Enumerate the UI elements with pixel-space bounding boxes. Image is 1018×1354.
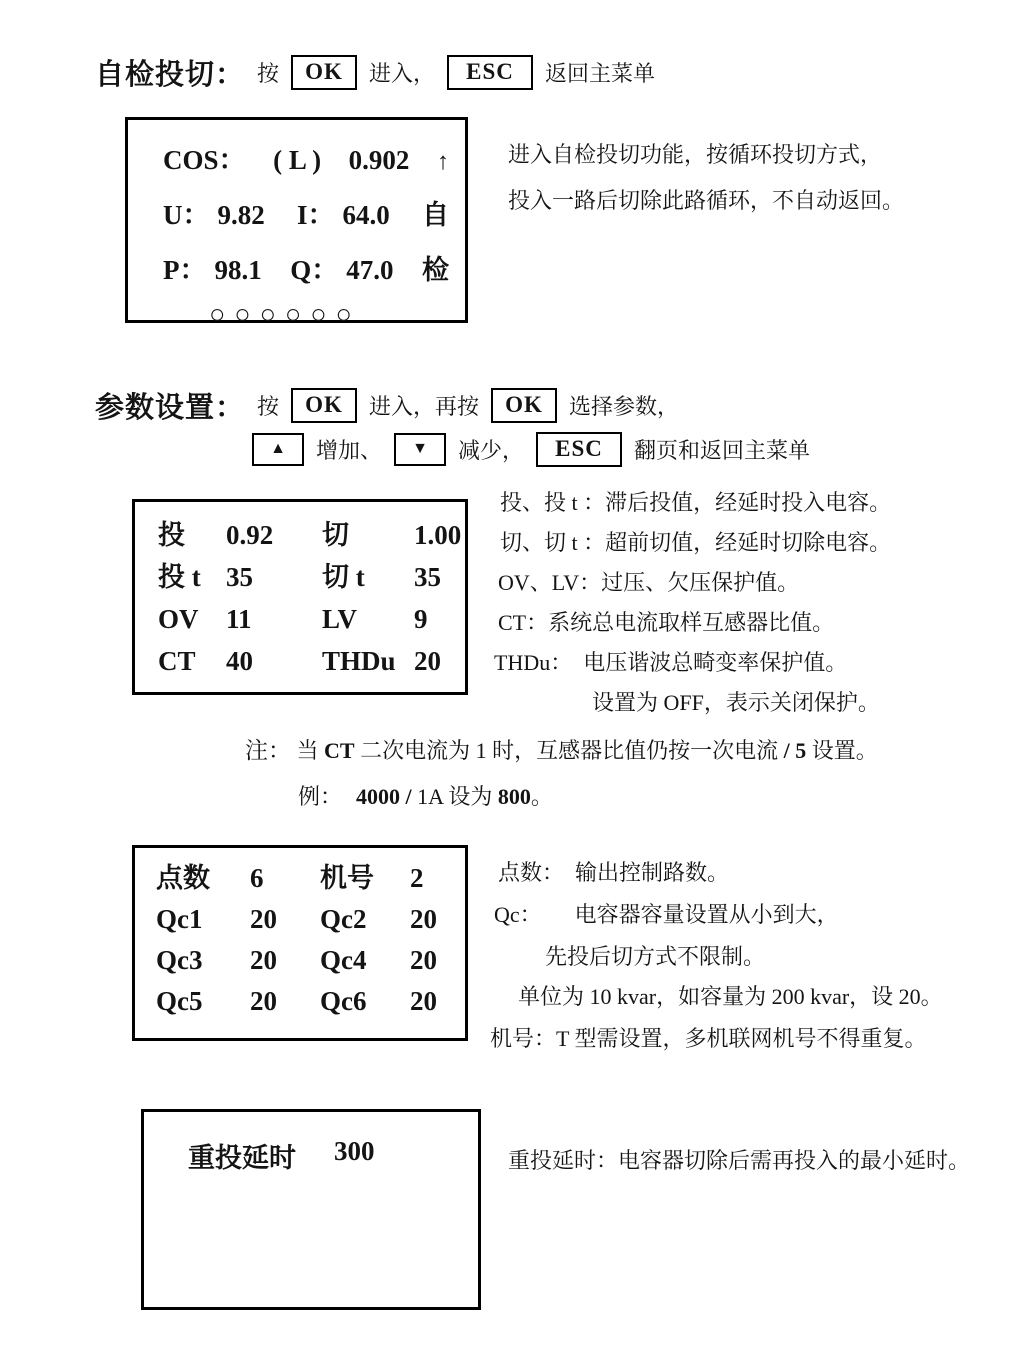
note-label: 注： — [245, 738, 291, 763]
param-desc-text: 设置为 OFF，表示关闭保护。 — [592, 690, 880, 715]
param-desc-line — [498, 568, 799, 598]
params-title: 参数设置： — [95, 391, 246, 424]
ok-key: OK — [291, 388, 357, 423]
output-label: Qc2 — [320, 904, 367, 934]
param-label: 切 t — [322, 562, 365, 592]
down-key: ▼ — [394, 433, 446, 466]
output-value: 6 — [250, 863, 264, 893]
redelay-desc-line — [508, 1146, 970, 1176]
lcd-redelay-screen — [141, 1109, 481, 1310]
note-bold: CT — [324, 738, 355, 763]
param-desc-line — [494, 648, 847, 678]
param-label: LV — [322, 604, 358, 634]
param-desc-text: 系统总电流取样互感器比值。 — [548, 610, 835, 635]
q-value: 47.0 — [346, 255, 394, 285]
output-label: Qc3 — [156, 945, 203, 975]
output-label: 机号 — [320, 863, 374, 893]
output-value: 20 — [410, 904, 437, 934]
ok-key: OK — [491, 388, 557, 423]
param-desc-label: OV、LV： — [498, 570, 602, 595]
param-desc-label: THDu： — [494, 650, 562, 675]
param-value: 11 — [226, 604, 252, 634]
output-label: Qc1 — [156, 904, 203, 934]
q-label: Q： — [290, 255, 339, 285]
p-label: P： — [163, 255, 207, 285]
up-key: ▲ — [252, 433, 304, 466]
mode-char-1: 自 — [421, 200, 449, 230]
cos-label: COS： — [163, 145, 246, 175]
param-desc-text: 滞后投值，经延时投入电容。 — [605, 490, 892, 515]
ct-example-line — [298, 782, 553, 812]
lcd-cos-row — [163, 138, 449, 177]
esc-key: ESC — [536, 432, 622, 467]
param-label: CT — [158, 646, 196, 676]
cos-value: 0.902 — [348, 145, 410, 175]
param-desc-text: 过压、欠压保护值。 — [601, 570, 800, 595]
note-text: 当 — [296, 738, 325, 763]
param-value: 20 — [414, 646, 441, 676]
lcd-ui-row — [163, 193, 449, 232]
redelay-desc-text: 电容器切除后需再投入的最小延时。 — [618, 1148, 971, 1173]
param-desc-label: 切、切 t ： — [500, 530, 606, 555]
param-value: 1.00 — [414, 520, 462, 550]
back-label: 返回主菜单 — [545, 60, 656, 86]
enter-label: 进入， — [369, 60, 436, 86]
note-text: 二次电流为 1 时，互感器比值仍按一次电流 — [354, 738, 784, 763]
u-label: U： — [163, 200, 210, 230]
output-value: 2 — [410, 863, 424, 893]
u-value: 9.82 — [217, 200, 265, 230]
output-label: Qc4 — [320, 945, 367, 975]
param-value: 9 — [414, 604, 428, 634]
output-desc-label: 点数： — [498, 860, 554, 885]
output-desc-line — [498, 858, 729, 888]
param-value: 35 — [226, 562, 253, 592]
ct-note-line — [245, 736, 878, 766]
redelay-desc-label: 重投延时： — [508, 1148, 619, 1173]
note-bold: / 5 — [783, 738, 807, 763]
redelay-row — [188, 1136, 478, 1175]
output-desc-label: Qc： — [494, 902, 531, 927]
param-value: 40 — [226, 646, 253, 676]
param-label: 投 t — [158, 562, 201, 592]
example-label: 例： — [298, 784, 343, 809]
output-value: 20 — [250, 945, 277, 975]
lcd-selfcheck-screen — [125, 117, 468, 329]
output-desc-label: 机号： — [490, 1026, 557, 1051]
param-label: 切 — [322, 520, 349, 550]
output-desc-text: 单位为 10 kvar，如容量为 200 kvar，设 20。 — [518, 984, 943, 1009]
output-desc-line — [518, 982, 943, 1012]
output-desc-text: 先投后切方式不限制。 — [545, 944, 766, 969]
params-heading-row — [95, 385, 679, 425]
selfcheck-heading-row — [95, 52, 655, 92]
redelay-value: 300 — [334, 1136, 375, 1166]
ok-key: OK — [291, 55, 357, 90]
param-value: 0.92 — [226, 520, 274, 550]
increase-label: 增加、 — [316, 437, 383, 463]
output-desc-line — [545, 942, 765, 972]
i-value: 64.0 — [342, 200, 390, 230]
output-desc-text: 输出控制路数。 — [553, 860, 730, 885]
selfcheck-desc-line2: 投入一路后切除此路循环，不自动返回。 — [508, 188, 905, 213]
example-bold: 4000 / — [356, 784, 418, 809]
param-desc-line — [500, 488, 891, 518]
param-label: THDu — [322, 646, 396, 676]
params-keys-row — [252, 430, 810, 468]
output-label: 点数 — [156, 863, 210, 893]
output-value: 20 — [250, 904, 277, 934]
params-press-label: 按 — [257, 393, 280, 419]
example-text: 1A — [417, 784, 443, 809]
param-label: OV — [158, 604, 199, 634]
output-desc-line — [494, 900, 839, 930]
selfcheck-desc-line1: 进入自检投切功能，按循环投切方式， — [508, 142, 883, 167]
lcd-params-screen — [132, 499, 468, 695]
param-desc-text: 电压谐波总畸变率保护值。 — [561, 650, 848, 675]
note-text: 设置。 — [806, 738, 878, 763]
param-label: 投 — [158, 520, 185, 550]
output-desc-text: 电容器容量设置从小到大， — [530, 902, 839, 927]
selfcheck-title: 自检投切： — [95, 58, 246, 91]
output-label: Qc5 — [156, 986, 203, 1016]
esc-key: ESC — [447, 55, 533, 90]
output-desc-text: T 型需设置，多机联网机号不得重复。 — [556, 1026, 927, 1051]
params-tail-label: 选择参数， — [569, 393, 680, 419]
param-desc-line — [498, 608, 834, 638]
param-desc-line — [592, 688, 880, 718]
mode-char-2: 检 — [421, 255, 449, 285]
cos-phase: ( L ) — [273, 145, 322, 175]
output-value: 20 — [410, 945, 437, 975]
output-desc-line — [490, 1024, 927, 1054]
up-arrow-icon: ↑ — [436, 149, 449, 175]
i-label: I： — [296, 200, 335, 230]
output-value: 20 — [250, 986, 277, 1016]
params-mid-label: 进入，再按 — [369, 393, 480, 419]
param-desc-label: 投、投 t ： — [500, 490, 606, 515]
example-text: 设为 — [442, 784, 498, 809]
p-value: 98.1 — [214, 255, 262, 285]
example-bold: 800 — [497, 784, 531, 809]
lcd-pq-row — [163, 248, 449, 287]
output-value: 20 — [410, 986, 437, 1016]
param-desc-text: 超前切值，经延时切除电容。 — [605, 530, 892, 555]
param-desc-line — [500, 528, 891, 558]
lcd-outputs-screen — [132, 845, 468, 1041]
press-label: 按 — [257, 60, 280, 86]
output-indicator-circles: ○○○○○○ — [209, 299, 361, 329]
decrease-label: 减少， — [458, 437, 525, 463]
page-return-label: 翻页和返回主菜单 — [634, 437, 811, 463]
redelay-label: 重投延时 — [188, 1143, 296, 1173]
output-label: Qc6 — [320, 986, 367, 1016]
example-text: 。 — [530, 784, 553, 809]
param-value: 35 — [414, 562, 441, 592]
param-desc-label: CT： — [498, 610, 549, 635]
